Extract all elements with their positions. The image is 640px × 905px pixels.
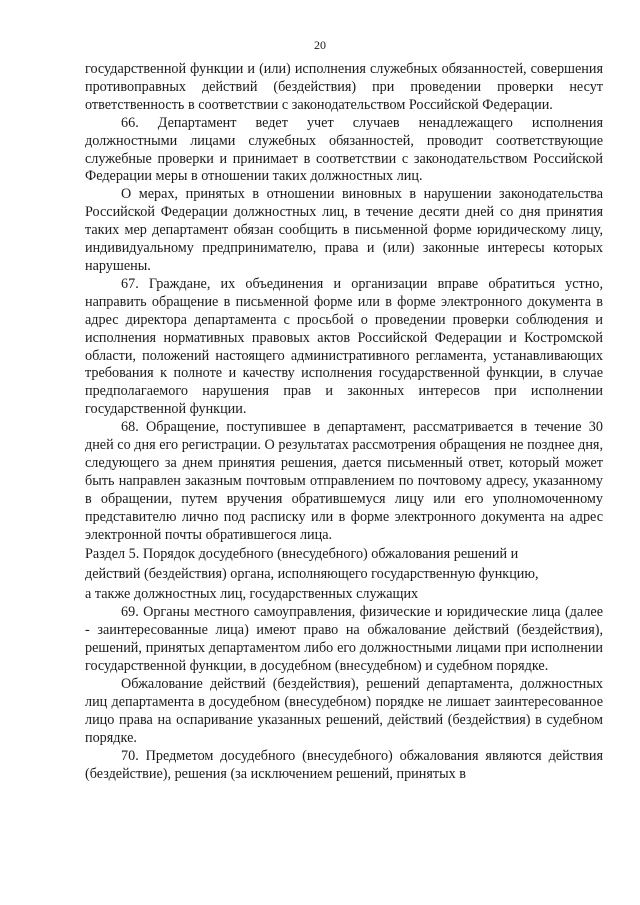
paragraph-intro: государственной функции и (или) исполнения служебных обязанностей, совершения противоправных действий (бездействия) при проведении проверки несут ответственность в соответствии с законодательством Российской Федерации. <box>85 61 603 113</box>
paragraph-69: 69. Органы местного самоуправления, физические и юридические лица (далее - заинтересованные лица) имеют право на обжалование действий (бездействия), решений, принятых департаментом либо его должностными лицами при исполнении государственной функции, в досудебном (внесудебном) и судебном порядке. <box>85 604 603 675</box>
section-5-heading-line-2: действий (бездействия) органа, исполняющего государственную функцию, <box>85 566 539 583</box>
paragraph-69-appeal: Обжалование действий (бездействия), решений департамента, должностных лиц департамента в досудебном (внесудебном) порядке не лишает заинтересованное лицо права на оспаривание указанных решений, действий (бездействия) в судебном порядке. <box>85 676 603 746</box>
paragraph-66: 66. Департамент ведет учет случаев ненадлежащего исполнения должностными лицами служебных обязанностей, проводит соответствующие служебные проверки и принимает в соответствии с законодательством Российской Федерации меры в отношении таких должностных лиц. <box>85 114 603 185</box>
section-5-heading <box>85 544 603 604</box>
section-5-heading-line-3: а также должностных лиц, государственных служащих <box>85 586 419 603</box>
document-body <box>85 61 603 784</box>
section-5-heading-line-1: Раздел 5. Порядок досудебного (внесудебного) обжалования решений и <box>85 546 519 563</box>
page-number: 20 <box>314 38 326 52</box>
paragraph-67: 67. Граждане, их объединения и организации вправе обратиться устно, направить обращение в письменной форме или в форме электронного документа в адрес директора департамента с просьбой о проведении проверки соблюдения и исполнения нормативных правовых актов Российской Федерации и Костромской области, положений настоящего административного регламента, устанавливающих требования к полноте и качеству исполнения государственной функции, в случае предполагаемого нарушения прав и законных интересов при исполнении государственной функции. <box>85 275 603 418</box>
paragraph-70: 70. Предметом досудебного (внесудебного) обжалования являются действия (бездействие), решения (за исключением решений, принятых в <box>85 747 603 782</box>
paragraph-66-measures: О мерах, принятых в отношении виновных в нарушении законодательства Российской Федерации должностных лиц, в течение десяти дней со дня принятия таких мер департамент обязан сообщить в письменной форме юридическому лицу, индивидуальному предпринимателю, права и (или) законные интересы которых нарушены. <box>85 186 603 274</box>
paragraph-68: 68. Обращение, поступившее в департамент, рассматривается в течение 30 дней со дня его регистрации. О результатах рассмотрения обращения не позднее дня, следующего за днем принятия решения, дается письменный ответ, который может быть направлен заказным почтовым отправлением по почтовому адресу, указанному в обращении, путем вручения обратившемуся лицу или его уполномоченному представителю лично под расписку или в форме электронного документа на адрес электронной почты обратившегося лица. <box>85 419 603 543</box>
